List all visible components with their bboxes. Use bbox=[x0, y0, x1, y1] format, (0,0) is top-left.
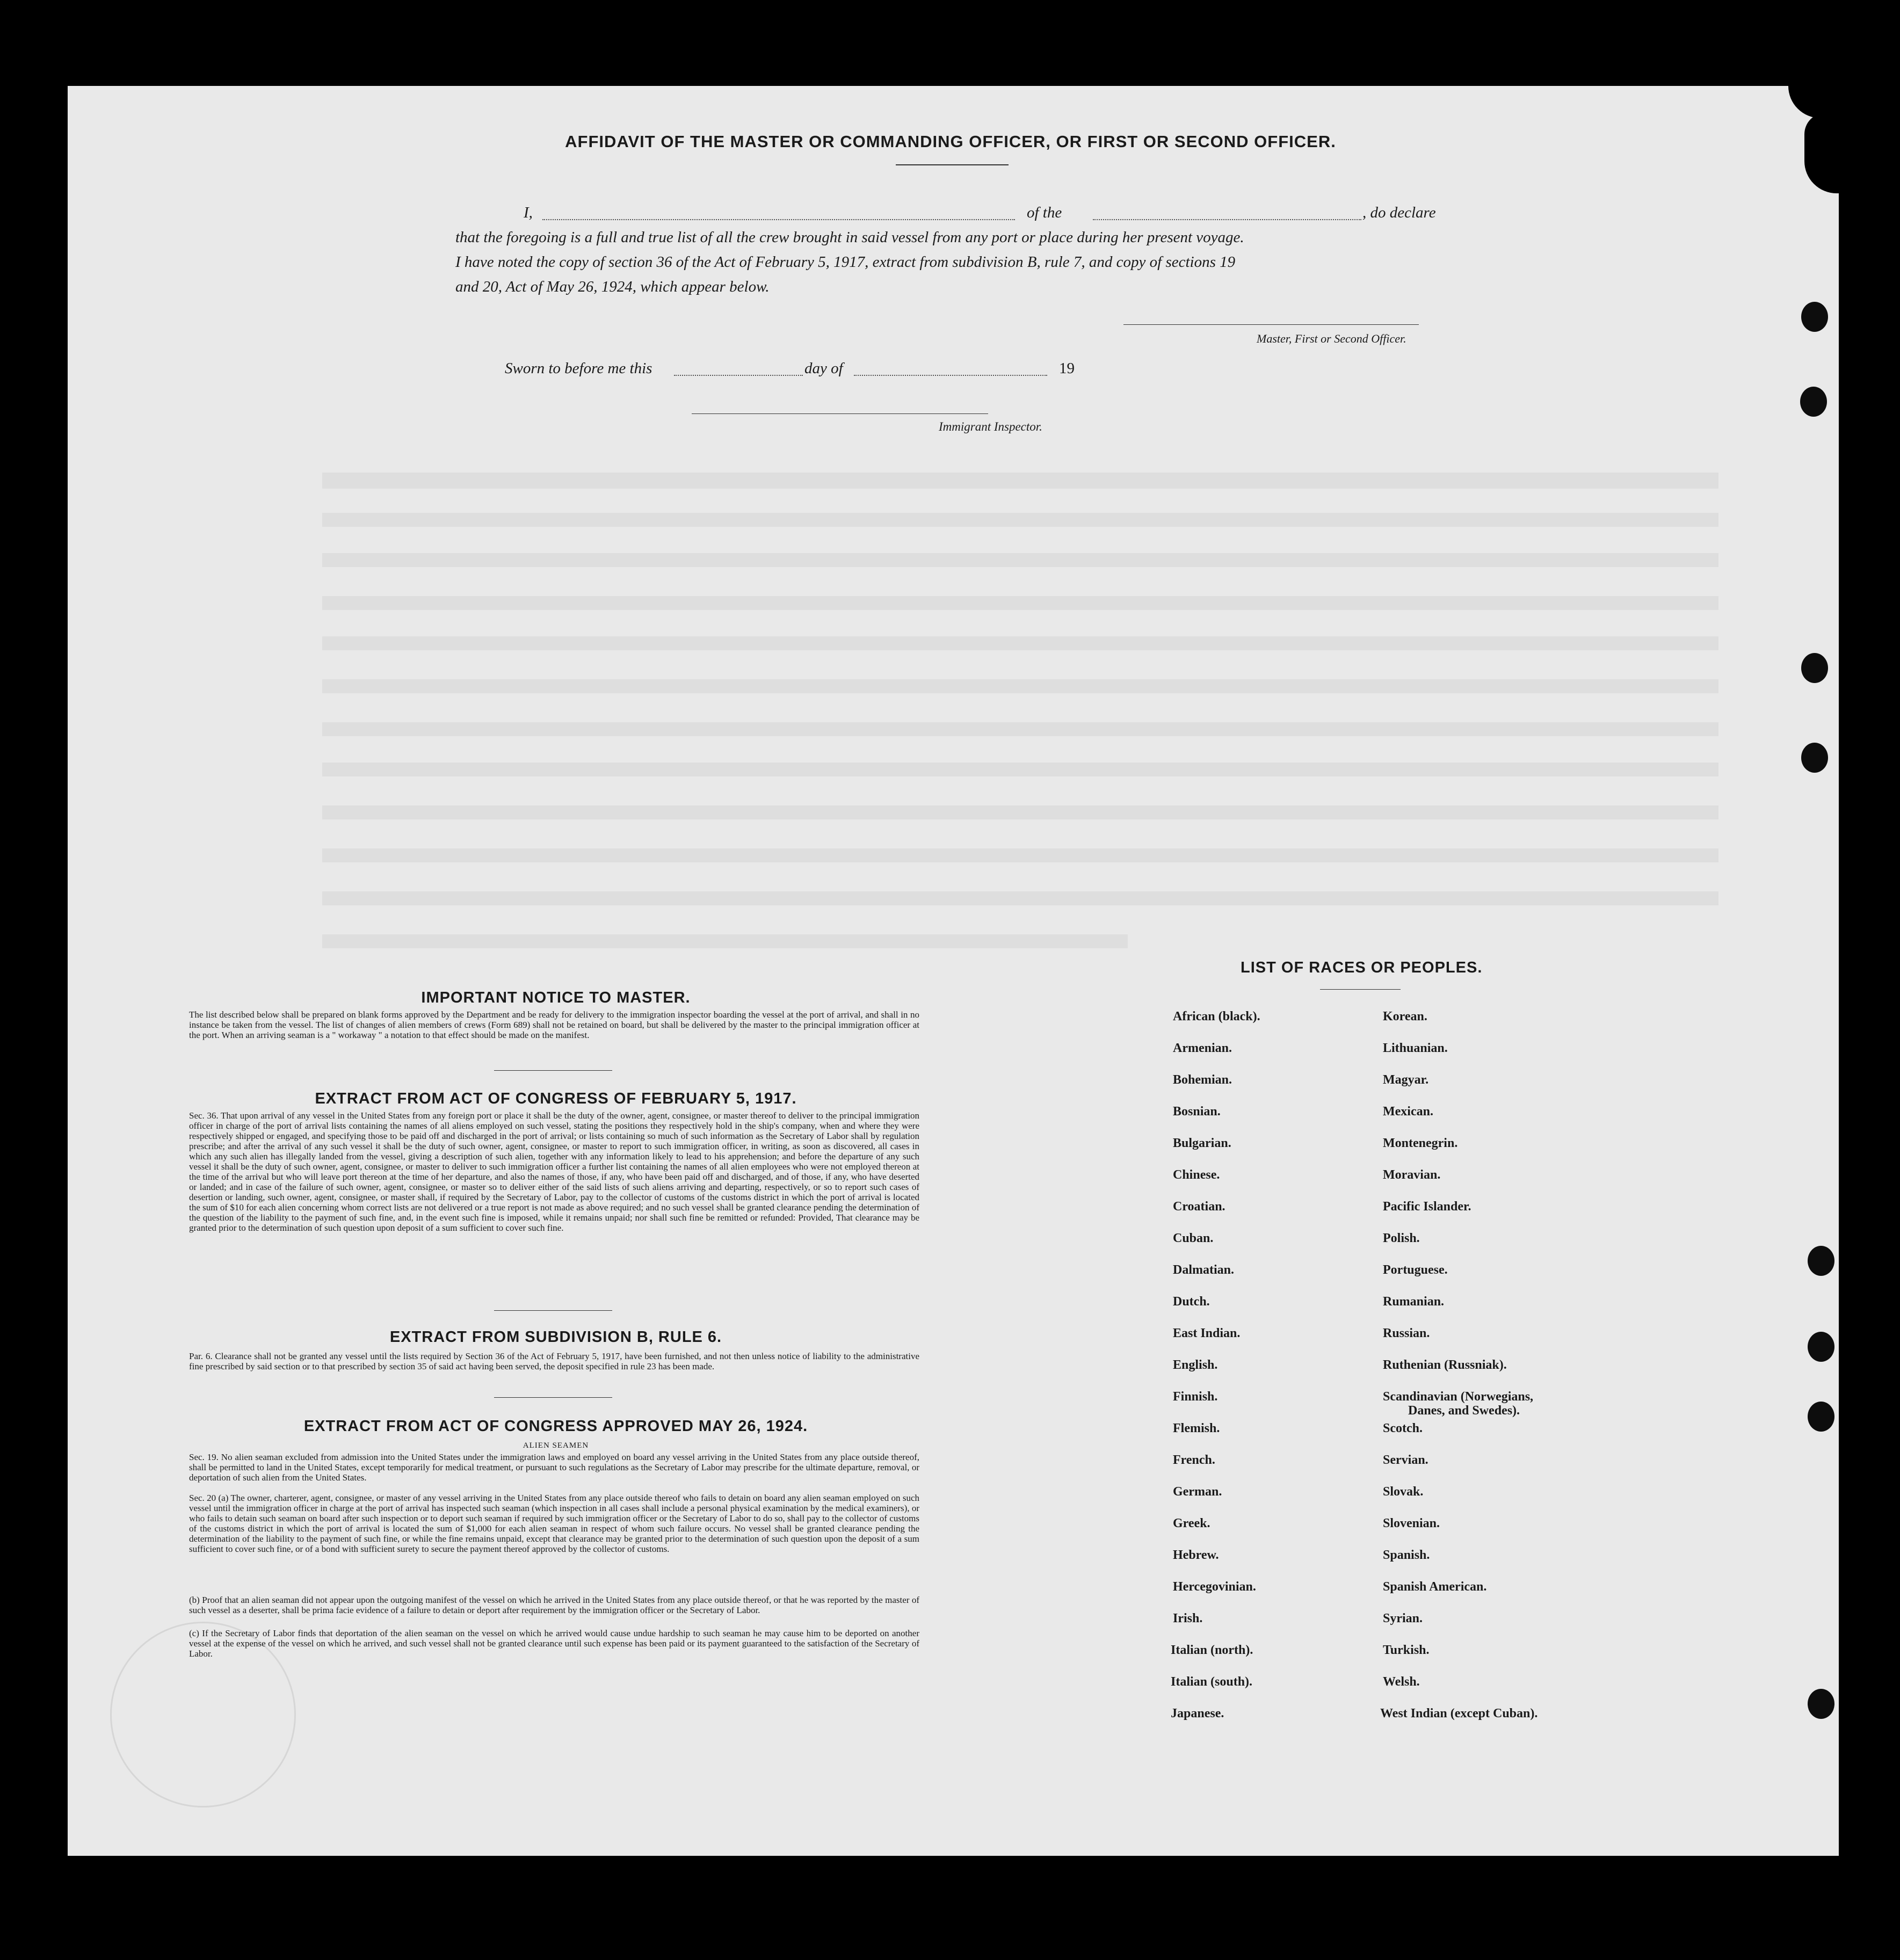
affidavit-line2: that the foregoing is a full and true list of all the crew brought in said vessel from any port or place during her present voyage. bbox=[455, 229, 1244, 246]
bleed-through-text bbox=[322, 596, 1718, 610]
race-left: Italian (north). bbox=[1171, 1643, 1253, 1657]
bleed-through-text bbox=[322, 763, 1718, 776]
race-right: Slovenian. bbox=[1383, 1516, 1440, 1530]
sworn-month-blank[interactable] bbox=[854, 375, 1047, 376]
race-left: German. bbox=[1173, 1485, 1222, 1499]
bleed-through-text bbox=[322, 722, 1718, 736]
subdivision-title: EXTRACT FROM SUBDIVISION B, RULE 6. bbox=[389, 1329, 722, 1346]
race-right: Servian. bbox=[1383, 1453, 1428, 1467]
sworn-year: 19 bbox=[1059, 360, 1075, 377]
punch-hole bbox=[1808, 1689, 1834, 1719]
extract-1924-title: EXTRACT FROM ACT OF CONGRESS APPROVED MAY 26, 1924. bbox=[303, 1418, 808, 1435]
inspector-label: Immigrant Inspector. bbox=[939, 420, 1042, 433]
race-left: French. bbox=[1173, 1453, 1215, 1467]
declare-of: of the bbox=[1027, 204, 1062, 221]
bleed-through-text bbox=[322, 636, 1718, 650]
affidavit-line3: I have noted the copy of section 36 of the Act of February 5, 1917, extract from subdivision B, rule 7, and copy of sections 19 bbox=[455, 253, 1236, 271]
race-right: Pacific Islander. bbox=[1383, 1200, 1471, 1214]
notice-title: IMPORTANT NOTICE TO MASTER. bbox=[421, 989, 691, 1006]
bleed-through-text bbox=[322, 473, 1718, 489]
bleed-through-text bbox=[322, 679, 1718, 693]
race-left: English. bbox=[1173, 1358, 1218, 1372]
race-right: Scandinavian (Norwegians, bbox=[1383, 1390, 1534, 1404]
race-right: Russian. bbox=[1383, 1326, 1430, 1340]
race-right: Spanish American. bbox=[1383, 1580, 1487, 1594]
punch-hole bbox=[1808, 1402, 1834, 1432]
races-rule bbox=[1320, 989, 1401, 990]
bleed-through-text bbox=[322, 513, 1718, 527]
extract-1917-body: Sec. 36. That upon arrival of any vessel in the United States from any foreign port or place it shall be the duty of the owner, agent, consignee, or master thereof to deliver to the principal immigration officer in charge of the port of arrival lists containing the names of all aliens employed on such vessel, stating the positions they respectively hold in the ship's company, when and where they were respectively shipped or engaged, and specifying those to be paid off and discharged in the port of arrival; or lists containing so much of such information as the Secretary of Labor shall by regulation prescribe; and after the arrival of any such vessel it shall be the duty of such owner, agent, consignee, or master to report to such immigration officer, in writing, as soon as discovered, all cases in which any such alien has illegally landed from the vessel, giving a description of such alien, together with any information likely to lead to his apprehension; and before the departure of any such vessel it shall be the duty of such owner, agent, consignee, or master to deliver to such immigration officer a further list containing the names of all alien employees who were not employed thereon at the time of the arrival but who will leave port thereon at the time of her departure, and also the names of those, if any, who have been paid off and discharged, and of those, if any, who have deserted or landed; and in case of the failure of such owner, agent, consignee, or master so to deliver either of the said lists of such aliens arriving and departing, respectively, or so to report such cases of desertion or landing, such owner, agent, consignee, or master shall, if required by the Secretary of Labor, pay to the collector of customs of the customs district in which the port of arrival is located the sum of $10 for each alien concerning whom correct lists are not delivered or a true report is not made as above required; and no such vessel shall be granted clearance pending the determination of the question of the liability to the payment of such fine, and, in the event such fine is imposed, while it remains unpaid; nor shall such fine be remitted or refunded: Provided, That clearance may be granted prior to the determination of such question upon deposit of a sum sufficient to cover such fine. bbox=[189, 1110, 919, 1233]
race-left: Chinese. bbox=[1173, 1168, 1220, 1182]
race-right: West Indian (except Cuban). bbox=[1380, 1707, 1538, 1721]
subdivision-body: Par. 6. Clearance shall not be granted any vessel until the lists required by Section 36 of the Act of February 5, 1917, have been furnished, and not then unless notice of liability to the administrative fine prescribed by said section or to that prescribed by section 35 of said act having been served, the deposit specified in rule 23 has been made. bbox=[189, 1351, 919, 1371]
race-left: Greek. bbox=[1173, 1516, 1210, 1530]
race-right: Korean. bbox=[1383, 1010, 1427, 1023]
declare-end: , do declare bbox=[1362, 204, 1436, 221]
form-sheet bbox=[68, 86, 1839, 1856]
race-right: Portuguese. bbox=[1383, 1263, 1448, 1277]
sec20c-body: (c) If the Secretary of Labor finds that deportation of the alien seaman on the vessel on which he arrived would cause undue hardship to such seaman he may cause him to be deported on another vessel at the expense of the vessel on which he arrived, and such vessel shall not be granted clearance until such expense has been paid or its payment guaranteed to the satisfaction of the Secretary of Labor. bbox=[189, 1628, 919, 1659]
sec19-body: Sec. 19. No alien seaman excluded from admission into the United States under the immigration laws and employed on board any vessel arriving in the United States from any place outside thereof, shall be permitted to land in the United States, except temporarily for medical treatment, or pursuant to such regulations as the Secretary of Labor may prescribe for the ultimate departure, removal, or deportation of such alien from the United States. bbox=[189, 1452, 919, 1483]
race-right: Polish. bbox=[1383, 1231, 1420, 1245]
bleed-through-text bbox=[322, 891, 1718, 905]
race-left: Croatian. bbox=[1173, 1200, 1225, 1214]
race-right: Welsh. bbox=[1383, 1675, 1420, 1689]
declare-i: I, bbox=[524, 204, 533, 221]
sec20a-body: Sec. 20 (a) The owner, charterer, agent, consignee, or master of any vessel arriving in the United States from any place outside thereof who fails to detain on board any alien seaman employed on such vessel until the immigration officer in charge at the port of arrival has inspected such seaman (which inspection in all cases shall include a personal physical examination by the medical examiners), or who fails to detain such seaman on board after such inspection or to deport such seaman if required by such immigration officer or the Secretary of Labor to do so, shall pay to the collector of customs of the customs district in which the port of arrival is located the sum of $1,000 for each alien seaman in respect of whom such failure occurs. No vessel shall be granted clearance pending the determination of the liability to the payment of such fine, or while the fine remains unpaid, except that clearance may be granted prior to the determination of such question upon the deposit of a sum sufficient to cover such fine, or of a bond with sufficient surety to secure the payment thereof approved by the collector of customs. bbox=[189, 1493, 919, 1554]
punch-hole bbox=[1801, 743, 1828, 773]
notice-body: The list described below shall be prepared on blank forms approved by the Department and be ready for delivery to the immigration inspector boarding the vessel at the port of arrival, and shall in no instance be taken from the vessel. The list of changes of alien members of crews (Form 689) shall not be retained on board, but shall be delivered by the master to the principal immigration officer at the port. When an arriving seaman is a " workaway " a notation to that effect should be made on the manifest. bbox=[189, 1010, 919, 1040]
punch-hole bbox=[1801, 653, 1828, 683]
affidavit-title: AFFIDAVIT OF THE MASTER OR COMMANDING OFFICER, OR FIRST OR SECOND OFFICER. bbox=[565, 132, 1336, 151]
extract-1917-title: EXTRACT FROM ACT OF CONGRESS OF FEBRUARY 5, 1917. bbox=[315, 1090, 797, 1107]
punch-hole bbox=[1801, 302, 1828, 332]
race-left: Armenian. bbox=[1173, 1041, 1232, 1055]
sworn-day-blank[interactable] bbox=[674, 375, 803, 376]
bleed-through-text bbox=[322, 934, 1128, 948]
race-left: Cuban. bbox=[1173, 1231, 1214, 1245]
name-blank[interactable] bbox=[542, 219, 1015, 220]
race-right: Danes, and Swedes). bbox=[1408, 1404, 1520, 1418]
sworn-text: Sworn to before me this bbox=[505, 360, 652, 377]
inspector-signature-line[interactable] bbox=[692, 413, 988, 414]
race-left: Japanese. bbox=[1171, 1707, 1224, 1721]
race-right: Spanish. bbox=[1383, 1548, 1430, 1562]
punch-hole bbox=[1808, 1246, 1834, 1276]
vessel-blank[interactable] bbox=[1093, 219, 1361, 220]
race-left: African (black). bbox=[1173, 1010, 1260, 1023]
divider bbox=[494, 1397, 612, 1398]
master-signature-line[interactable] bbox=[1123, 324, 1419, 325]
race-left: Bosnian. bbox=[1173, 1105, 1221, 1119]
race-left: Italian (south). bbox=[1171, 1675, 1253, 1689]
bleed-through-text bbox=[322, 805, 1718, 819]
declare-line bbox=[524, 204, 533, 222]
alien-seamen-subtitle: ALIEN SEAMEN bbox=[523, 1441, 589, 1450]
race-left: Irish. bbox=[1173, 1611, 1203, 1625]
race-right: Turkish. bbox=[1383, 1643, 1430, 1657]
race-right: Magyar. bbox=[1383, 1073, 1429, 1087]
divider bbox=[494, 1070, 612, 1071]
race-left: Hercegovinian. bbox=[1173, 1580, 1256, 1594]
sec20b-body: (b) Proof that an alien seaman did not appear upon the outgoing manifest of the vessel on which he arrived in the United States from any place outside thereof, or that he was reported by the master of such vessel as a deserter, shall be prima facie evidence of a failure to detain or deport after requirement by the immigration officer or the Secretary of Labor. bbox=[189, 1595, 919, 1615]
divider bbox=[494, 1310, 612, 1311]
race-left: East Indian. bbox=[1173, 1326, 1241, 1340]
race-right: Slovak. bbox=[1383, 1485, 1424, 1499]
race-left: Hebrew. bbox=[1173, 1548, 1219, 1562]
punch-hole bbox=[1808, 1332, 1834, 1362]
race-right: Rumanian. bbox=[1383, 1295, 1445, 1309]
sworn-dayof: day of bbox=[804, 360, 843, 377]
race-right: Lithuanian. bbox=[1383, 1041, 1448, 1055]
punch-hole bbox=[1800, 387, 1827, 417]
race-right: Syrian. bbox=[1383, 1611, 1423, 1625]
bleed-through-text bbox=[322, 848, 1718, 862]
race-left: Finnish. bbox=[1173, 1390, 1218, 1404]
race-right: Ruthenian (Russniak). bbox=[1383, 1358, 1507, 1372]
affidavit-line4: and 20, Act of May 26, 1924, which appear below. bbox=[455, 278, 770, 295]
races-title: LIST OF RACES OR PEOPLES. bbox=[1241, 959, 1483, 976]
race-left: Bulgarian. bbox=[1173, 1136, 1231, 1150]
race-right: Scotch. bbox=[1383, 1421, 1423, 1435]
master-signature-label: Master, First or Second Officer. bbox=[1257, 332, 1406, 345]
bleed-through-text bbox=[322, 553, 1718, 567]
race-right: Mexican. bbox=[1383, 1105, 1433, 1119]
race-left: Bohemian. bbox=[1173, 1073, 1232, 1087]
race-right: Moravian. bbox=[1383, 1168, 1441, 1182]
race-left: Dalmatian. bbox=[1173, 1263, 1234, 1277]
race-right: Montenegrin. bbox=[1383, 1136, 1458, 1150]
race-left: Dutch. bbox=[1173, 1295, 1210, 1309]
race-left: Flemish. bbox=[1173, 1421, 1220, 1435]
title-rule bbox=[896, 164, 1009, 165]
